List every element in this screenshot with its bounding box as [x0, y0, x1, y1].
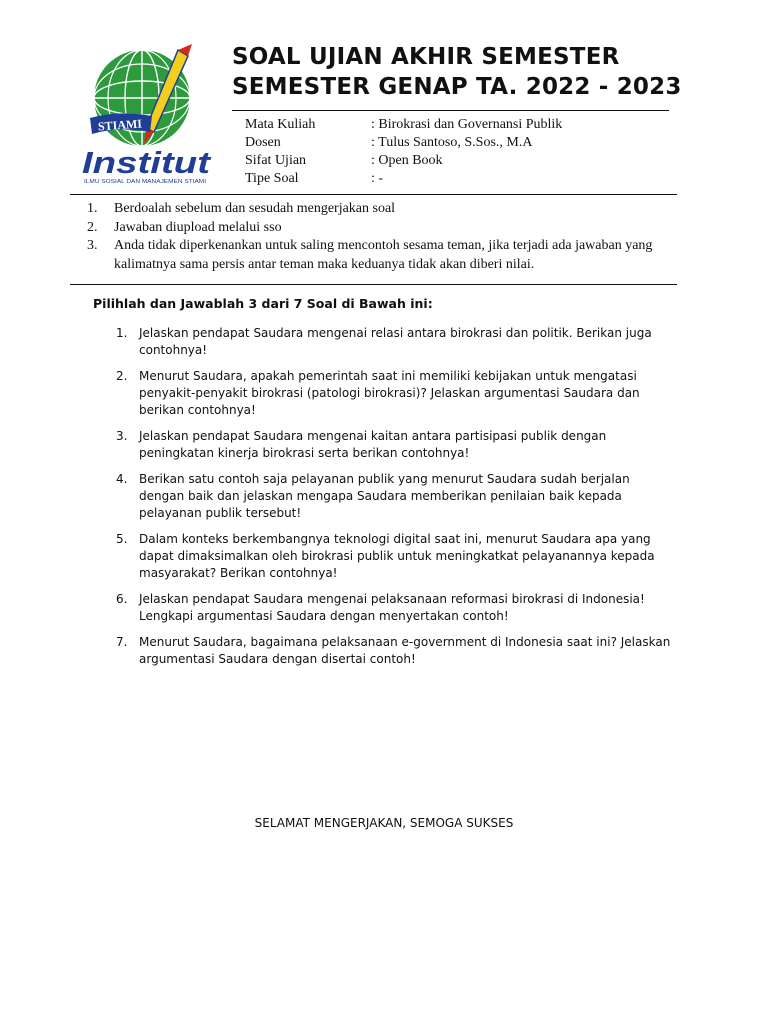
course-info-label: Mata Kuliah — [245, 117, 316, 132]
course-info-value: : - — [371, 171, 384, 186]
question-text: Berikan satu contoh saja pelayanan publik yang menurut Saudara sudah berjalan dengan baik dan jelaskan mengapa Saudara memberikan penilaian baik kepada pelayanan publik tersebut! — [139, 472, 630, 520]
question-item — [116, 368, 676, 419]
question-number: 2. — [116, 369, 128, 383]
exam-title-line-1: SOAL UJIAN AKHIR SEMESTER — [232, 44, 620, 70]
questions-list — [116, 325, 676, 677]
course-info-label: Dosen — [245, 135, 281, 150]
question-item — [116, 591, 676, 625]
question-number: 1. — [116, 326, 128, 340]
stiami-institut-logo — [80, 40, 212, 190]
instruction-number: 1. — [87, 201, 98, 216]
course-info-row — [245, 152, 562, 170]
instruction-item — [87, 200, 687, 219]
question-number: 7. — [116, 635, 128, 649]
course-info-label: Tipe Soal — [245, 171, 299, 186]
logo-tagline: ILMU SOSIAL DAN MANAJEMEN STIAMI — [84, 179, 206, 185]
question-item — [116, 531, 676, 582]
course-info-value: : Birokrasi dan Governansi Publik — [371, 117, 563, 132]
question-text: Jelaskan pendapat Saudara mengenai pelaksanaan reformasi birokrasi di Indonesia! Lengkapi argumentasi Saudara dengan menyertakan contoh! — [139, 592, 645, 623]
instructions-divider — [70, 284, 677, 285]
instruction-item — [87, 237, 687, 274]
title-divider — [232, 110, 669, 111]
course-info-value: : Open Book — [371, 153, 443, 168]
question-text: Jelaskan pendapat Saudara mengenai kaitan antara partisipasi publik dengan peningkatan kinerja birokrasi serta berikan contohnya! — [139, 429, 607, 460]
question-text: Menurut Saudara, apakah pemerintah saat ini memiliki kebijakan untuk mengatasi penyakit-penyakit birokrasi (patologi birokrasi)? Jelaskan argumentasi Saudara dan berikan contohnya! — [139, 369, 640, 417]
question-number: 3. — [116, 429, 128, 443]
question-text: Jelaskan pendapat Saudara mengenai relasi antara birokrasi dan politik. Berikan juga contohnya! — [139, 326, 652, 357]
course-info-row — [245, 170, 562, 188]
question-text: Menurut Saudara, bagaimana pelaksanaan e-government di Indonesia saat ini? Jelaskan argumentasi Saudara dengan disertai contoh! — [139, 635, 671, 666]
logo-banner-text: STIAMI — [97, 116, 143, 134]
instruction-number: 3. — [87, 238, 98, 253]
course-info-row — [245, 116, 562, 134]
course-info-value: : Tulus Santoso, S.Sos., M.A — [371, 135, 533, 150]
question-item — [116, 325, 676, 359]
course-info — [245, 116, 562, 188]
question-number: 4. — [116, 472, 128, 486]
course-info-label: Sifat Ujian — [245, 153, 307, 168]
questions-heading: Pilihlah dan Jawablah 3 dari 7 Soal di Bawah ini: — [93, 296, 433, 311]
header-divider — [70, 194, 677, 195]
course-info-row — [245, 134, 562, 152]
instruction-item — [87, 219, 687, 238]
instruction-text: Jawaban diupload melalui sso — [114, 219, 282, 235]
exam-title — [232, 42, 682, 102]
question-number: 5. — [116, 532, 128, 546]
question-number: 6. — [116, 592, 128, 606]
instruction-number: 2. — [87, 219, 98, 235]
instruction-text: Berdoalah sebelum dan sesudah mengerjakan soal — [114, 201, 396, 216]
exam-title-line-2: SEMESTER GENAP TA. 2022 - 2023 — [232, 74, 682, 100]
question-text: Dalam konteks berkembangnya teknologi digital saat ini, menurut Saudara apa yang dapat dimaksimalkan oleh birokrasi publik untuk meningkatkat pelayanannya kepada masyarakat? Berikan contohnya! — [139, 532, 655, 580]
question-item — [116, 634, 676, 668]
logo-wordmark: Institut — [82, 145, 212, 180]
question-item — [116, 428, 676, 462]
closing-message: SELAMAT MENGERJAKAN, SEMOGA SUKSES — [254, 816, 514, 830]
instructions-list — [87, 200, 687, 274]
instruction-text: Anda tidak diperkenankan untuk saling mencontoh sesama teman, jika terjadi ada jawaban yang kalimatnya sama persis antar teman maka keduanya tidak akan diberi nilai. — [114, 238, 653, 272]
question-item — [116, 471, 676, 522]
